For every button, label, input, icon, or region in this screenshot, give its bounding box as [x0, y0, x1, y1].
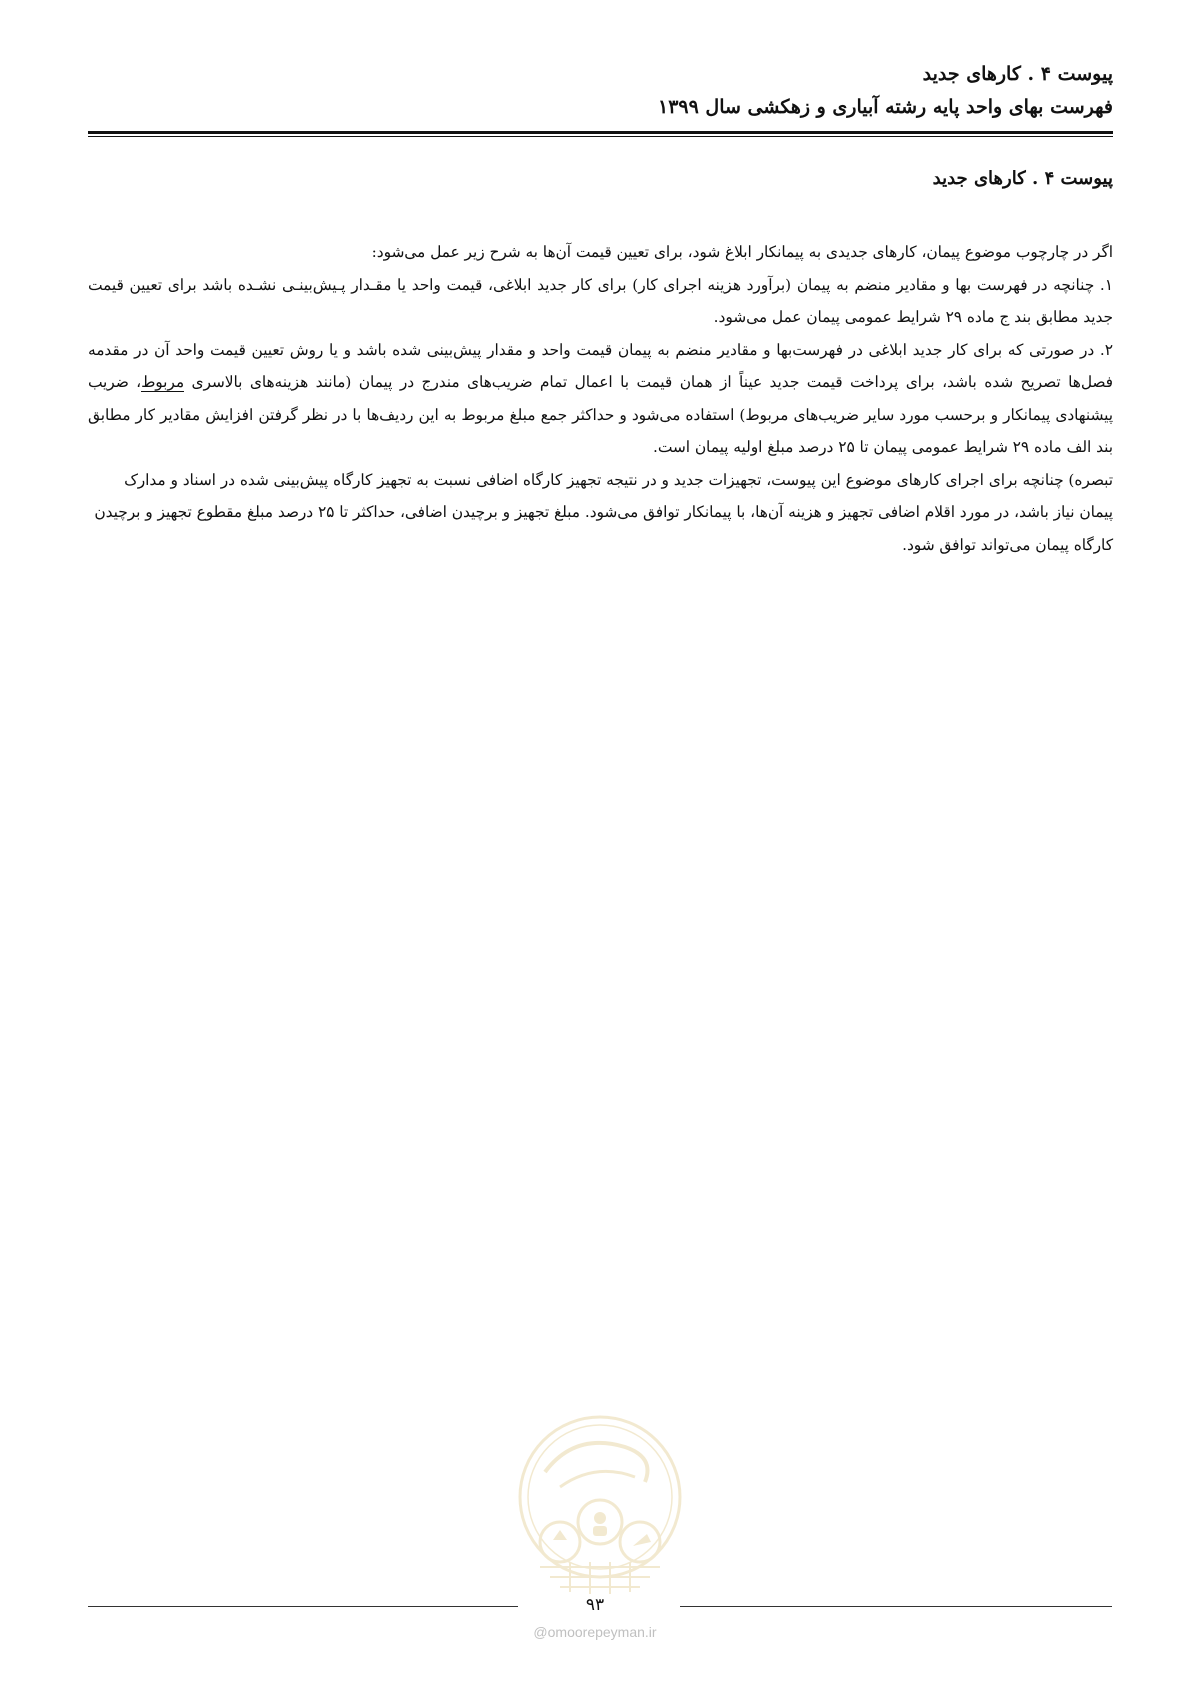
footer-website: @omoorepeyman.ir: [533, 1624, 657, 1640]
note-paragraph: تبصره) چنانچه برای اجرای کارهای موضوع این پیوست، تجهیزات جدید و در نتیجه تجهیز کارگاه اضافی نسبت به تجهیز کارگاه پیش‌بینی شده در اسناد و مدارک پیمان نیاز باشد، در مورد اقلام اضافی تجهیز و هزینه آن‌ها، با پیمانکار توافق می‌شود. مبلغ تجهیز و برچیدن اضافی، حداکثر تا ۲۵ درصد مبلغ مقطوع تجهیز و برچیدن کارگاه پیمان می‌تواند توافق شود.: [94, 470, 1113, 554]
body-text: [88, 236, 1113, 561]
header-line-2: فهرست بهای واحد پایه رشته آبیاری و زهکشی سال ۱۳۹۹: [657, 96, 1113, 118]
footer-rule-left: [88, 1606, 518, 1607]
watermark-logo-icon: [505, 1402, 695, 1607]
header-rule-thick: [88, 131, 1113, 134]
header-line-1: پیوست ۴ . کارهای جدید: [922, 63, 1113, 85]
section-title: پیوست ۴ . کارهای جدید: [932, 168, 1113, 189]
item-2-text-start: ۲. در صورتی که برای کار جدید ابلاغی در فهرست‌بها و مقادیر منضم به پیمان قیمت واحد و مقدار پیش‌بینی شده باشد و یا روش تعیین قیمت واحد آن در مقدمه فصل‌ها تصریح شده باشد، برای پرداخت قیمت جدید عیناً از همان قیمت با اعمال تمام ضریب‌های مندرج در پیمان (مانند هزینه‌های بالاسری: [88, 340, 1113, 391]
intro-paragraph: اگر در چارچوب موضوع پیمان، کارهای جدیدی به پیمانکار ابلاغ شود، برای تعیین قیمت آن‌ها به شرح زیر عمل می‌شود:: [371, 243, 1113, 261]
header-rule-thin: [88, 136, 1113, 137]
item-2-paragraph: [88, 334, 1113, 464]
page-number: ۹۳: [560, 1594, 630, 1616]
footer-rule-right: [680, 1606, 1112, 1607]
page-header: [83, 58, 1113, 124]
underlined-word: مربوط: [141, 373, 185, 391]
item-2-text-end: ، ضریب پیشنهادی پیمانکار و برحسب مورد سایر ضریب‌های مربوط) استفاده می‌شود و حداکثر جمع مبلغ مربوط به این ردیف‌ها با در نظر گرفتن افزایش مقادیر کار مطابق بند الف ماده ۲۹ شرایط عمومی پیمان تا ۲۵ درصد مبلغ اولیه پیمان است.: [88, 373, 1113, 456]
item-1-paragraph: ۱. چنانچه در فهرست بها و مقادیر منضم به پیمان (برآورد هزینه اجرای کار) برای کار جدید ابلاغی، قیمت واحد یا مقـدار پـیش‌بینـی نشـده باشد برای تعیین قیمت جدید مطابق بند ج ماده ۲۹ شرایط عمومی پیمان عمل می‌شود.: [88, 275, 1113, 326]
